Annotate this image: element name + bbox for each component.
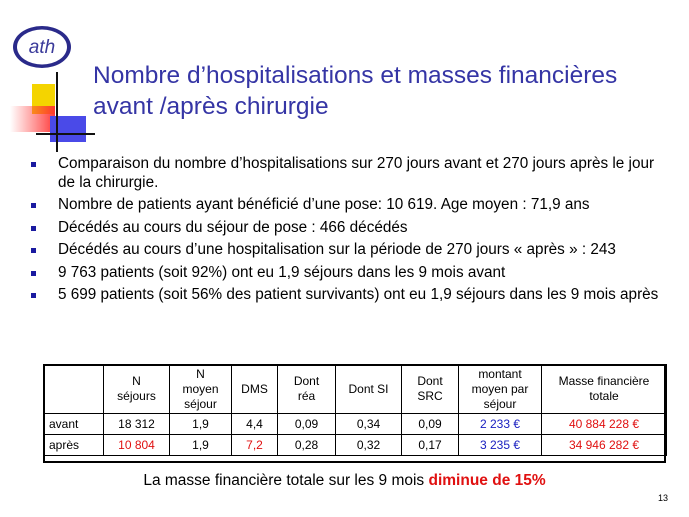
cell-dms: 4,4 — [232, 414, 278, 435]
cell-n-moyen: 1,9 — [170, 414, 232, 435]
cell-montant: 3 235 € — [459, 435, 542, 456]
bullet-item: 9 763 patients (soit 92%) ont eu 1,9 séjours dans les 9 mois avant — [30, 264, 675, 283]
header-masse-financiere: Masse financière totale — [542, 365, 667, 414]
header-dont-src: Dont SRC — [402, 365, 459, 414]
conclusion-highlight: diminue de 15% — [428, 472, 546, 489]
table-header-row — [44, 365, 667, 414]
bullet-item: 5 699 patients (soit 56% des patient survivants) ont eu 1,9 séjours dans les 9 mois après — [30, 286, 675, 305]
cell-masse: 34 946 282 € — [542, 435, 667, 456]
row-label: après — [44, 435, 104, 456]
cell-rea: 0,28 — [278, 435, 336, 456]
header-n-sejours: N séjours — [104, 365, 170, 414]
cell-src: 0,17 — [402, 435, 459, 456]
cell-n-sejours: 10 804 — [104, 435, 170, 456]
cell-src: 0,09 — [402, 414, 459, 435]
ath-logo — [12, 24, 72, 70]
table-row — [44, 435, 667, 456]
bullet-list — [30, 155, 675, 309]
header-n-moyen-sejour: N moyen séjour — [170, 365, 232, 414]
cell-masse: 40 884 228 € — [542, 414, 667, 435]
bullet-item: Décédés au cours d’une hospitalisation sur la période de 270 jours « après » : 243 — [30, 241, 675, 260]
bullet-item: Décédés au cours du séjour de pose : 466 décédés — [30, 219, 675, 238]
title-line-1: Nombre d’hospitalisations et masses financières — [93, 62, 618, 89]
conclusion-text — [0, 472, 689, 490]
decorative-squares — [0, 72, 95, 152]
cell-si: 0,34 — [336, 414, 402, 435]
header-montant-moyen: montant moyen par séjour — [459, 365, 542, 414]
header-empty — [44, 365, 104, 414]
slide-title — [93, 60, 673, 122]
cell-dms: 7,2 — [232, 435, 278, 456]
title-line-2: avant /après chirurgie — [93, 93, 329, 120]
bullet-item: Nombre de patients ayant bénéficié d’une pose: 10 619. Age moyen : 71,9 ans — [30, 196, 675, 215]
cell-si: 0,32 — [336, 435, 402, 456]
header-dms: DMS — [232, 365, 278, 414]
row-label: avant — [44, 414, 104, 435]
cell-rea: 0,09 — [278, 414, 336, 435]
hospitalisation-table — [43, 364, 667, 456]
bullet-item: Comparaison du nombre d’hospitalisations sur 270 jours avant et 270 jours après le jour de la chirurgie. — [30, 155, 675, 192]
table-row — [44, 414, 667, 435]
cell-n-moyen: 1,9 — [170, 435, 232, 456]
header-dont-si: Dont SI — [336, 365, 402, 414]
conclusion-lead: La masse financière totale sur les 9 mois — [143, 472, 429, 489]
cell-montant: 2 233 € — [459, 414, 542, 435]
logo-text: ath — [28, 37, 56, 58]
page-number: 13 — [657, 493, 668, 503]
header-dont-rea: Dont réa — [278, 365, 336, 414]
cell-n-sejours: 18 312 — [104, 414, 170, 435]
